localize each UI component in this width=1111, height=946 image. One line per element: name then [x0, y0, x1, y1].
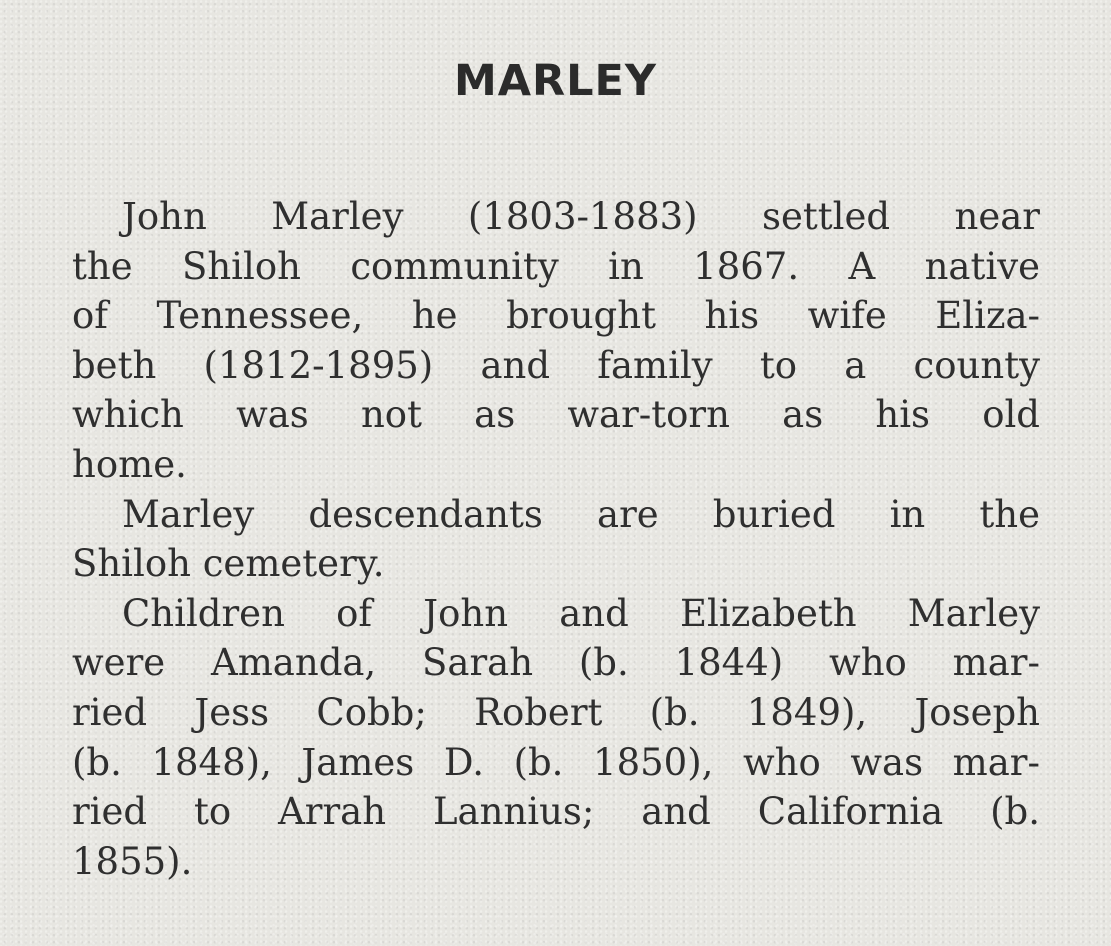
text-line: the Shiloh community in 1867. A native: [72, 244, 1040, 288]
article-body: [72, 192, 1040, 886]
text-line: Shiloh cemetery.: [72, 542, 385, 586]
text-line: beth (1812-1895) and family to a county: [72, 343, 1040, 387]
text-line: which was not as war-torn as his old: [72, 393, 1040, 437]
page-title: MARLEY: [453, 56, 658, 106]
text-line: John Marley (1803-1883) settled near: [122, 195, 1040, 238]
text-line: home.: [72, 442, 187, 486]
text-line: of Tennessee, he brought his wife Eliza-: [72, 294, 1040, 338]
paragraph-children: [72, 589, 1040, 887]
text-line: Marley descendants are buried in the: [122, 492, 1040, 536]
paragraph-settlement: [72, 192, 1040, 490]
text-line: 1855).: [72, 839, 193, 883]
text-line: ried to Arrah Lannius; and California (b.: [72, 790, 1040, 834]
text-line: (b. 1848), James D. (b. 1850), who was mar-: [72, 740, 1040, 784]
paragraph-cemetery: [72, 490, 1040, 589]
text-line: were Amanda, Sarah (b. 1844) who mar-: [72, 641, 1040, 685]
text-line: Children of John and Elizabeth Marley: [122, 591, 1040, 635]
text-line: ried Jess Cobb; Robert (b. 1849), Joseph: [72, 690, 1040, 734]
